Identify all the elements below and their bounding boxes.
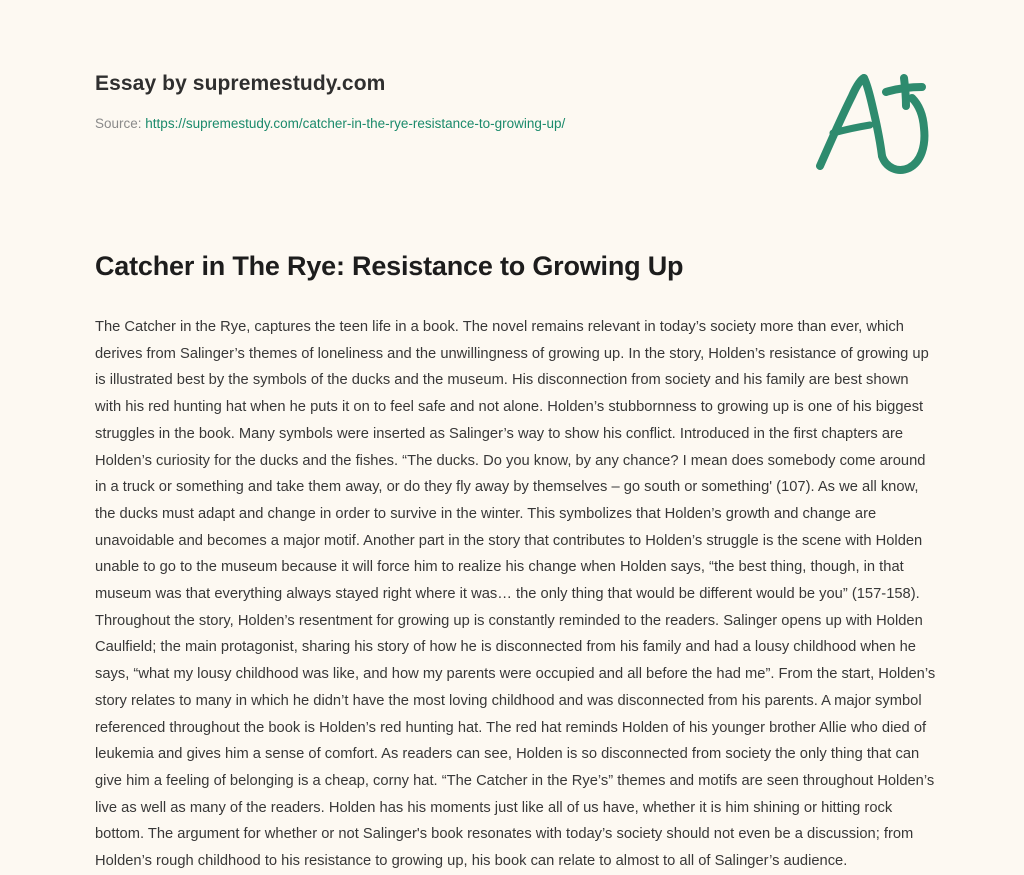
page-header (0, 0, 1024, 200)
source-row (95, 114, 795, 134)
source-label: Source: (95, 116, 142, 131)
article-body-text: The Catcher in the Rye, captures the teen life in a book. The novel remains relevant in today’s society more than ever, which derives from Salinger’s themes of loneliness and the unwillingness of growing up. In the story, Holden’s resistance of growing up is illustrated best by the symbols of the ducks and the museum. His disconnection from society and his family are best shown with his red hunting hat when he puts it on to feel safe and not alone. Holden’s stubbornness to growing up is one of his biggest struggles in the book. Many symbols were inserted as Salinger’s way to show his conflict. Introduced in the first chapters are Holden’s curiosity for the ducks and the fishes. “The ducks. Do you know, by any chance? I mean does somebody come around in a truck or something and take them away, or do they fly away by themselves – go south or something' (107). As we all know, the ducks must adapt and change in order to survive in the winter. This symbolizes that Holden’s growth and change are unavoidable and becomes a major motif. Another part in the story that contributes to Holden’s struggle is the scene with Holden unable to go to the museum because it will force him to realize his change when Holden says, “the best thing, though, in that museum was that everything always stayed right where it was… the only thing that would be different would be you” (157-158). Throughout the story, Holden’s resentment for growing up is constantly reminded to the readers. Salinger opens up with Holden Caulfield; the main protagonist, sharing his story of how he is disconnected from his family and had a lousy childhood when he says, “what my lousy childhood was like, and how my parents were occupied and all before the had me”. From the start, Holden’s story relates to many in which he didn’t have the most loving childhood and was disconnected from his parents. A major symbol referenced throughout the book is Holden’s red hunting hat. The red hat reminds Holden of his younger brother Allie who died of leukemia and gives him a sense of comfort. As readers can see, Holden is so disconnected from society the only thing that can give him a feeling of belonging is a cheap, corny hat. “The Catcher in the Rye’s” themes and motifs are seen throughout Holden’s live as well as many of the readers. Holden has his moments just like all of us have, whether it is him shining or hitting rock bottom. The argument for whether or not Salinger's book resonates with today’s society should not even be a discussion; from Holden’s rough childhood to his resistance to growing up, his book can relate to almost to all of Salinger’s audience. (95, 319, 936, 870)
header-text-block (95, 70, 795, 134)
aplus-logo-icon (806, 62, 946, 182)
brand-title: Essay by supremestudy.com (95, 72, 386, 95)
source-url-link[interactable]: https://supremestudy.com/catcher-in-the-rye-resistance-to-growing-up/ (145, 116, 566, 131)
page-title: Catcher in The Rye: Resistance to Growing Up (95, 251, 684, 281)
aplus-logo[interactable] (806, 62, 946, 182)
